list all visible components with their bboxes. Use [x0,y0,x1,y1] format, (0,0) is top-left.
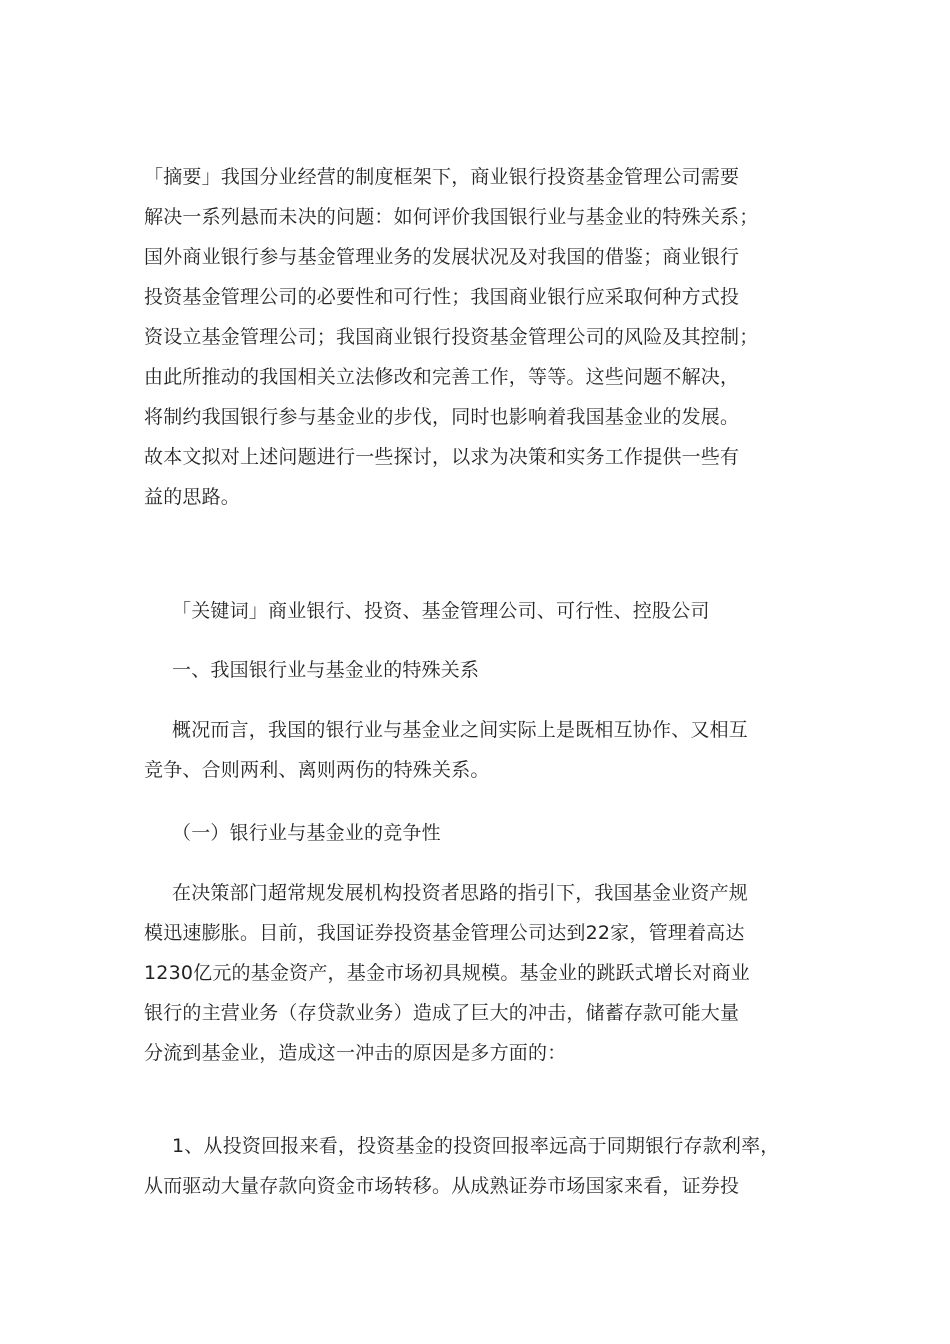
keywords-line: 「关键词」商业银行、投资、基金管理公司、可行性、控股公司 [172,600,710,622]
subsection-paragraph [144,873,834,1073]
abstract-line: 故本文拟对上述问题进行一些探讨，以求为决策和实务工作提供一些有 [144,446,740,468]
abstract-line: 资设立基金管理公司；我国商业银行投资基金管理公司的风险及其控制； [144,326,759,348]
abstract-line: 益的思路。 [144,486,241,508]
body-line: 1230亿元的基金资产，基金市场初具规模。基金业的跳跃式增长对商业 [144,962,750,984]
section-1-heading: 一、我国银行业与基金业的特殊关系 [172,659,480,681]
point-1-paragraph [144,1126,834,1206]
section-heading [144,650,834,690]
subsection-heading [144,813,834,853]
section-intro-paragraph [144,710,834,790]
abstract-line: 国外商业银行参与基金管理业务的发展状况及对我国的借鉴；商业银行 [144,246,740,268]
subsection-1-heading: （一）银行业与基金业的竞争性 [172,822,441,844]
abstract-paragraph [144,157,834,517]
abstract-line: 由此所推动的我国相关立法修改和完善工作，等等。这些问题不解决， [144,366,740,388]
point-line: 从而驱动大量存款向资金市场转移。从成熟证券市场国家来看，证券投 [144,1175,740,1197]
body-line: 模迅速膨胀。目前，我国证券投资基金管理公司达到22家，管理着高达 [144,922,745,944]
abstract-line: 将制约我国银行参与基金业的步伐，同时也影响着我国基金业的发展。 [144,406,740,428]
body-line: 分流到基金业，造成这一冲击的原因是多方面的： [144,1042,567,1064]
intro-line: 竞争、合则两利、离则两伤的特殊关系。 [144,759,490,781]
intro-line: 概况而言，我国的银行业与基金业之间实际上是既相互协作、又相互 [172,719,749,741]
body-line: 银行的主营业务（存贷款业务）造成了巨大的冲击，储蓄存款可能大量 [144,1002,740,1024]
abstract-line: 投资基金管理公司的必要性和可行性；我国商业银行应采取何种方式投 [144,286,740,308]
point-line: 1、从投资回报来看，投资基金的投资回报率远高于同期银行存款利率， [172,1135,780,1157]
keywords-paragraph [144,591,834,631]
body-line: 在决策部门超常规发展机构投资者思路的指引下，我国基金业资产规 [172,882,749,904]
abstract-line: 解决一系列悬而未决的问题：如何评价我国银行业与基金业的特殊关系； [144,206,759,228]
abstract-line: 「摘要」我国分业经营的制度框架下，商业银行投资基金管理公司需要 [144,166,740,188]
